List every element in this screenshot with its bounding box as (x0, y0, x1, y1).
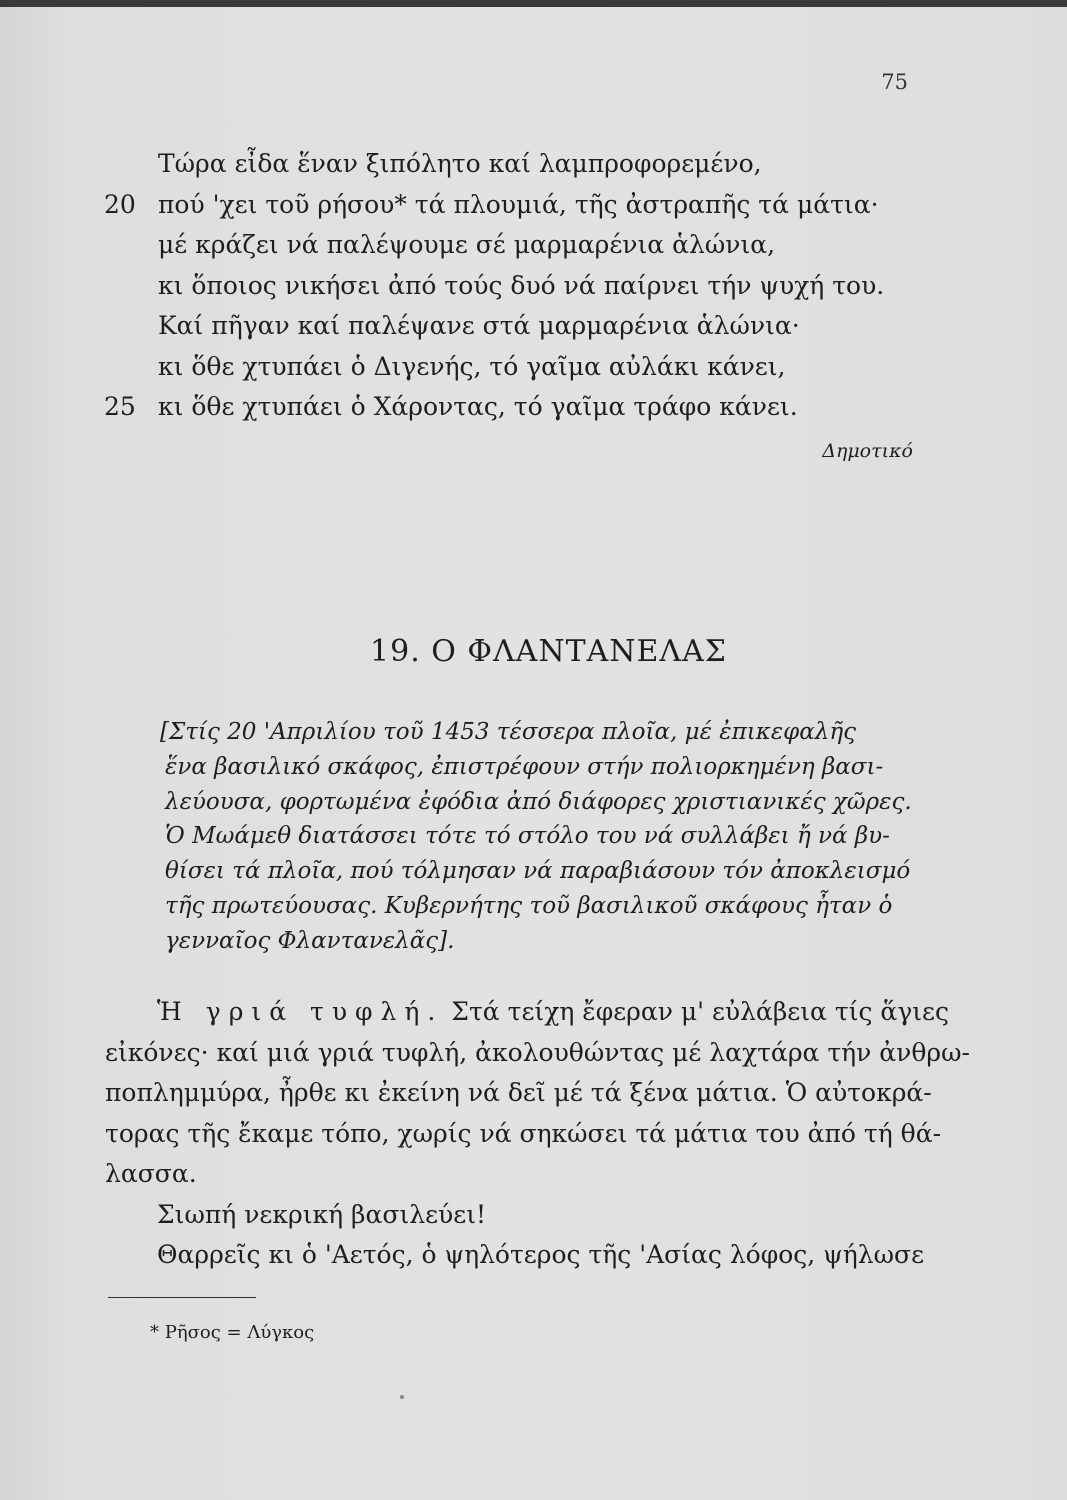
intro-line: γενναῖος Φλαντανελᾶς]. (165, 927, 455, 954)
verse-text: πού 'χει τοῦ ρήσου* τά πλουμιά, τῆς ἀστραπῆς τά μάτια· (158, 189, 879, 219)
scan-edge (0, 0, 1067, 7)
poem-line (100, 225, 930, 266)
verse-text: μέ κράζει νά παλέψουμε σέ μαρμαρένια ἁλώνια, (158, 230, 776, 259)
line-number: 20 (104, 189, 136, 219)
chapter-title: 19. Ο ΦΛΑΝΤΑΝΕΛΑΣ (370, 634, 727, 669)
intro-line: λεύουσα, φορτωμένα ἐφόδια ἀπό διάφορες χριστιανικές χῶρες. (165, 788, 912, 815)
intro-line: [Στίς 20 'Απριλίου τοῦ 1453 τέσσερα πλοῖα, μέ ἐπικεφαλῆς (160, 719, 857, 745)
poem-line (100, 306, 930, 347)
verse-text: κι ὅθε χτυπάει ὁ Διγενής, τό γαῖμα αὐλάκι κάνει, (158, 351, 786, 381)
intro-line: Ὁ Μωάμεθ διατάσσει τότε τό στόλο του νά συλλάβει ἤ νά βυ- (165, 823, 890, 850)
poem (100, 144, 930, 428)
paper-speck (400, 1395, 404, 1399)
body-text-fragment: Στά τείχη ἔφεραν μ' εὐλάβεια τίς ἅγιες (451, 997, 950, 1026)
intro-line: τῆς πρωτεύουσας. Κυβερνήτης τοῦ βασιλικοῦ σκάφους ἦταν ὁ (165, 892, 893, 919)
body-line: τορας τῆς ἔκαμε τόπο, χωρίς νά σηκώσει τά μάτια του ἀπό τή θά- (105, 1118, 942, 1148)
poem-line (100, 347, 930, 388)
body-line: λασσα. (105, 1159, 197, 1188)
body-line: εἰκόνες· καί μιά γριά τυφλή, ἀκολουθώντας μέ λαχτάρα τήν ἀνθρω- (105, 1037, 970, 1067)
body-line: ποπλημμύρα, ἦρθε κι ἐκείνη νά δεῖ μέ τά ξένα μάτια. Ὁ αὐτοκρά- (105, 1078, 932, 1107)
poem-line (100, 387, 930, 428)
poem-line (100, 144, 930, 185)
verse-text: Τώρα εἶδα ἕναν ξιπόλητο καί λαμπροφορεμένο, (158, 149, 762, 178)
intro-line: θίσει τά πλοῖα, πού τόλμησαν νά παραβιάσουν τόν ἀποκλεισμό (165, 858, 911, 885)
verse-text: κι ὅποιος νικήσει ἀπό τούς δυό νά παίρνει τήν ψυχή του. (158, 270, 885, 300)
body-text (105, 992, 970, 1276)
poem-line (100, 185, 930, 226)
body-paragraph: Θαρρεῖς κι ὁ 'Αετός, ὁ ψηλότερος τῆς 'Ασίας λόφος, ψήλωσε (157, 1240, 925, 1269)
page-number: 75 (881, 70, 908, 94)
body-paragraph: Σιωπή νεκρική βασιλεύει! (157, 1199, 487, 1229)
footnote: * Ρῆσος = Λύγκος (150, 1322, 315, 1343)
poem-line (100, 266, 930, 307)
footnote-divider (108, 1297, 256, 1298)
line-number: 25 (104, 392, 136, 421)
intro-line: ἕνα βασιλικό σκάφος, ἐπιστρέφουν στήν πολιορκημένη βασι- (165, 753, 884, 780)
verse-text: κι ὅθε χτυπάει ὁ Χάροντας, τό γαῖμα τράφο κάνει. (158, 392, 798, 421)
body-line (105, 992, 950, 1033)
chapter-intro (160, 715, 912, 959)
section-heading: Ἡ γριά τυφλή. (157, 997, 444, 1026)
poem-attribution: Δημοτικό (822, 440, 913, 462)
verse-text: Καί πῆγαν καί παλέψανε στά μαρμαρένια ἁλώνια· (158, 311, 800, 340)
